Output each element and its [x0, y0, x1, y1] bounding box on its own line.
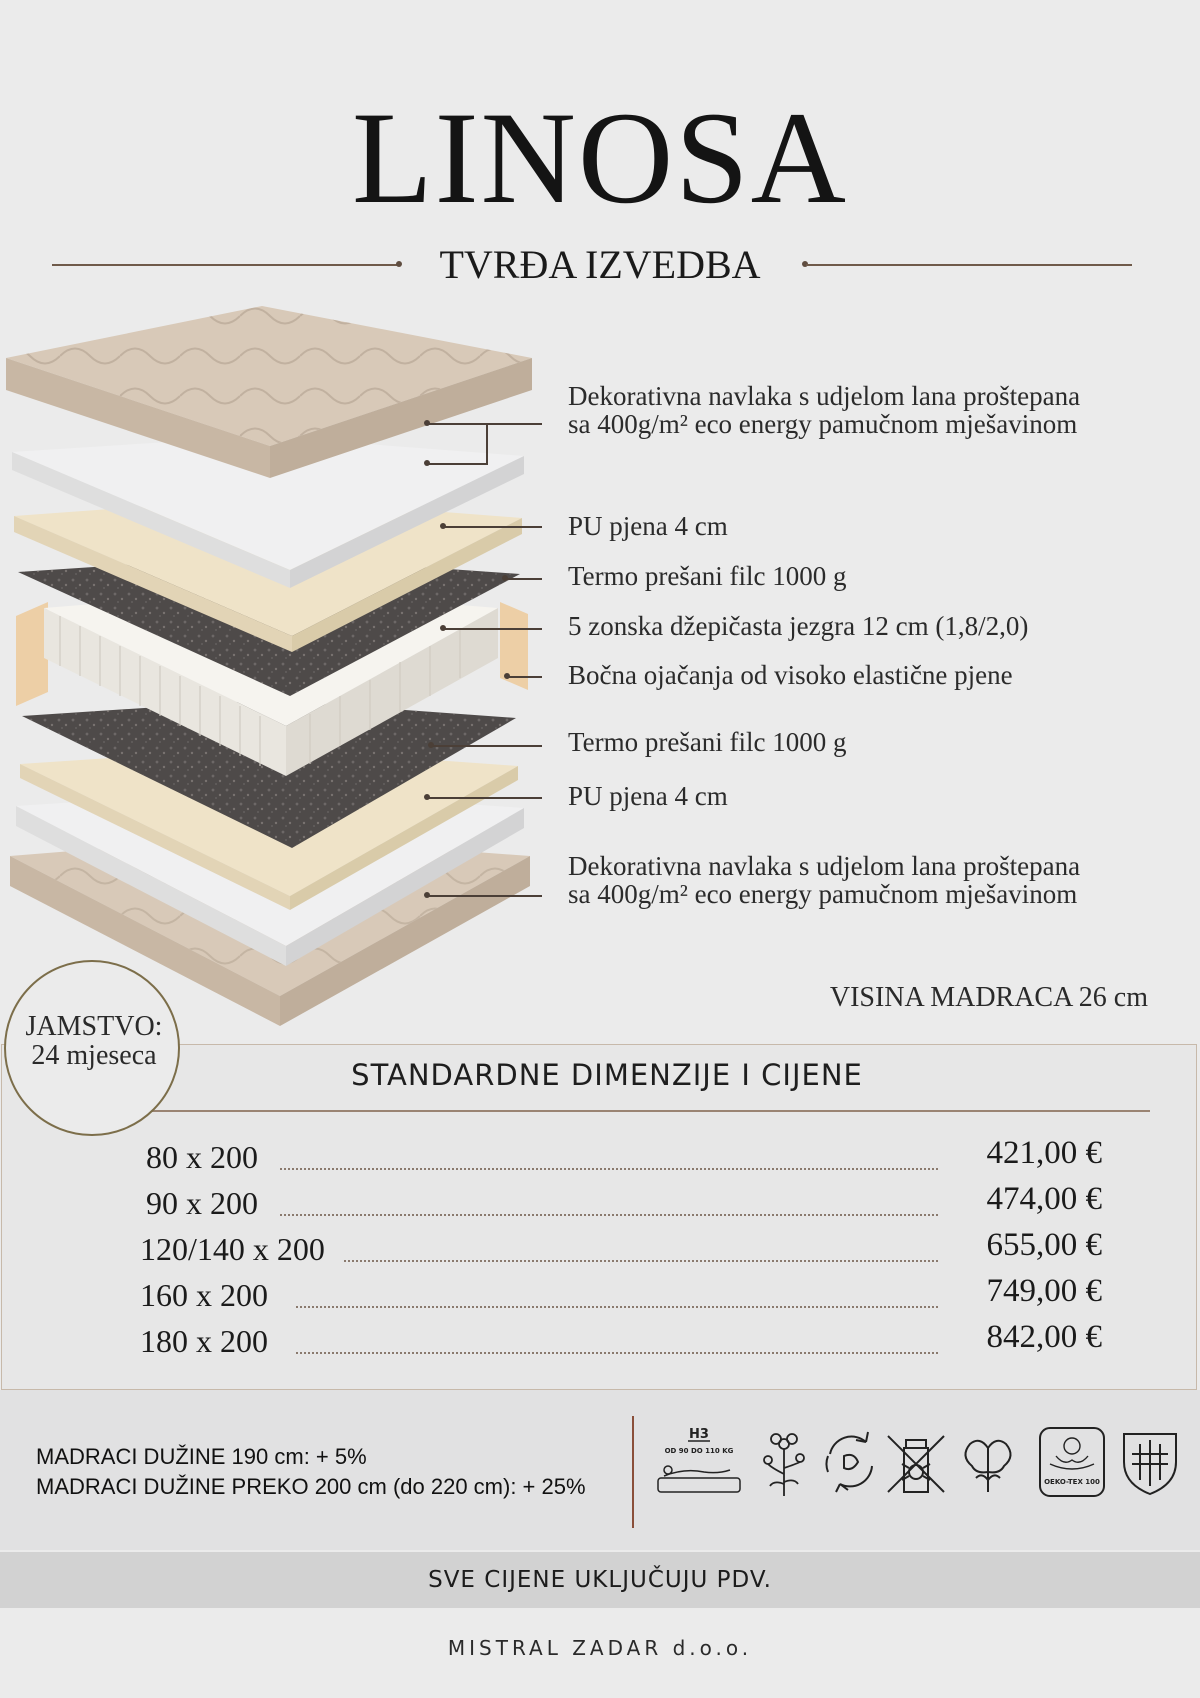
- product-subtitle: TVRĐA IZVEDBA: [439, 242, 761, 287]
- callout-dot-5: [504, 673, 510, 679]
- price-value: 749,00 €: [986, 1273, 1102, 1309]
- callout-layer-2: PU pjena 4 cm: [568, 511, 728, 541]
- callout-line-4: [444, 628, 542, 630]
- callout-dot-7: [424, 794, 430, 800]
- price-leader-dots: [296, 1306, 938, 1308]
- cotton-icon: [952, 1426, 1024, 1498]
- company-name: MISTRAL ZADAR d.o.o.: [447, 1636, 753, 1660]
- section-divider: [632, 1416, 634, 1528]
- callout-dot-2: [440, 523, 446, 529]
- price-heading-rule: [132, 1110, 1150, 1112]
- callout-dot-1a: [424, 420, 430, 426]
- h3-firmness-icon: [654, 1426, 744, 1498]
- mattress-height-note: VISINA MADRACA 26 cm: [829, 982, 1148, 1013]
- oeko-tex-icon: [1036, 1426, 1108, 1498]
- price-size: 90 x 200: [146, 1185, 258, 1221]
- callout-line-5: [508, 676, 542, 678]
- callout-dot-1b: [424, 460, 430, 466]
- price-leader-dots: [344, 1260, 938, 1262]
- price-table-heading: STANDARDNE DIMENZIJE I CIJENE: [351, 1058, 863, 1092]
- callout-line-8: [428, 895, 542, 897]
- mattress-layers-illustration: [0, 296, 560, 1036]
- callout-line-1c: [486, 423, 488, 465]
- price-row: [0, 1226, 1200, 1272]
- callout-layer-5: Bočna ojačanja od visoko elastične pjene: [568, 660, 1013, 690]
- callout-layer-4: 5 zonska džepičasta jezgra 12 cm (1,8/2,0): [568, 611, 1029, 641]
- recycle-icon: [814, 1426, 886, 1498]
- no-mites-icon: [880, 1426, 952, 1498]
- price-size: 160 x 200: [140, 1277, 268, 1313]
- price-value: 421,00 €: [986, 1135, 1102, 1171]
- warranty-badge: [4, 960, 180, 1136]
- firmness-label: H3: [689, 1427, 709, 1442]
- price-leader-dots: [296, 1352, 938, 1354]
- product-title: LINOSA: [352, 84, 848, 231]
- callout-layer-6: Termo prešani filc 1000 g: [568, 727, 847, 757]
- callout-line-3: [506, 578, 542, 580]
- warranty-line-2: 24 mjeseca: [31, 1040, 157, 1071]
- price-leader-dots: [280, 1168, 938, 1170]
- price-leader-dots: [280, 1214, 938, 1216]
- callout-layer-8: Dekorativna navlaka s udjelom lana proštepana sa 400g/m² eco energy pamučnom mješavinom: [568, 851, 1081, 909]
- subtitle-row: [0, 238, 1200, 292]
- length-note-over-200: MADRACI DUŽINE PREKO 200 cm (do 220 cm): + 25%: [36, 1474, 586, 1499]
- callout-layer-1: Dekorativna navlaka s udjelom lana proštepana sa 400g/m² eco energy pamučnom mješavinom: [568, 381, 1081, 439]
- warranty-text: [6, 1012, 182, 1070]
- callout-dot-8: [424, 892, 430, 898]
- callout-layer-3: Termo prešani filc 1000 g: [568, 561, 847, 591]
- vat-note-bar: SVE CIJENE UKLJUČUJU PDV.: [0, 1552, 1200, 1608]
- price-value: 655,00 €: [986, 1227, 1102, 1263]
- callout-dot-4: [440, 625, 446, 631]
- callout-dot-6: [428, 742, 434, 748]
- price-row: [0, 1318, 1200, 1364]
- price-size: 80 x 200: [146, 1139, 258, 1175]
- quality-shield-icon: [1114, 1426, 1186, 1498]
- callout-layer-7: PU pjena 4 cm: [568, 781, 728, 811]
- warranty-line-1: JAMSTVO:: [25, 1011, 163, 1042]
- callout-line-2: [444, 526, 542, 528]
- flower-icon: [748, 1426, 820, 1498]
- price-size: 180 x 200: [140, 1323, 268, 1359]
- price-row: [0, 1272, 1200, 1318]
- price-value: 842,00 €: [986, 1319, 1102, 1355]
- subtitle-rule-right: [806, 264, 1132, 266]
- oeko-tex-label: OEKO-TEX 100: [1044, 1478, 1100, 1486]
- callout-line-7: [428, 797, 542, 799]
- price-row: [0, 1134, 1200, 1180]
- callout-dot-3: [502, 575, 508, 581]
- callout-line-1b: [428, 463, 486, 465]
- callout-line-6: [432, 745, 542, 747]
- weight-range-label: OD 90 DO 110 KG: [664, 1447, 734, 1455]
- price-size: 120/140 x 200: [140, 1231, 325, 1267]
- length-surcharge-section: [0, 1390, 1200, 1550]
- length-note-190: MADRACI DUŽINE 190 cm: + 5%: [36, 1444, 367, 1469]
- callout-line-1a: [428, 423, 542, 425]
- price-row: [0, 1180, 1200, 1226]
- price-value: 474,00 €: [986, 1181, 1102, 1217]
